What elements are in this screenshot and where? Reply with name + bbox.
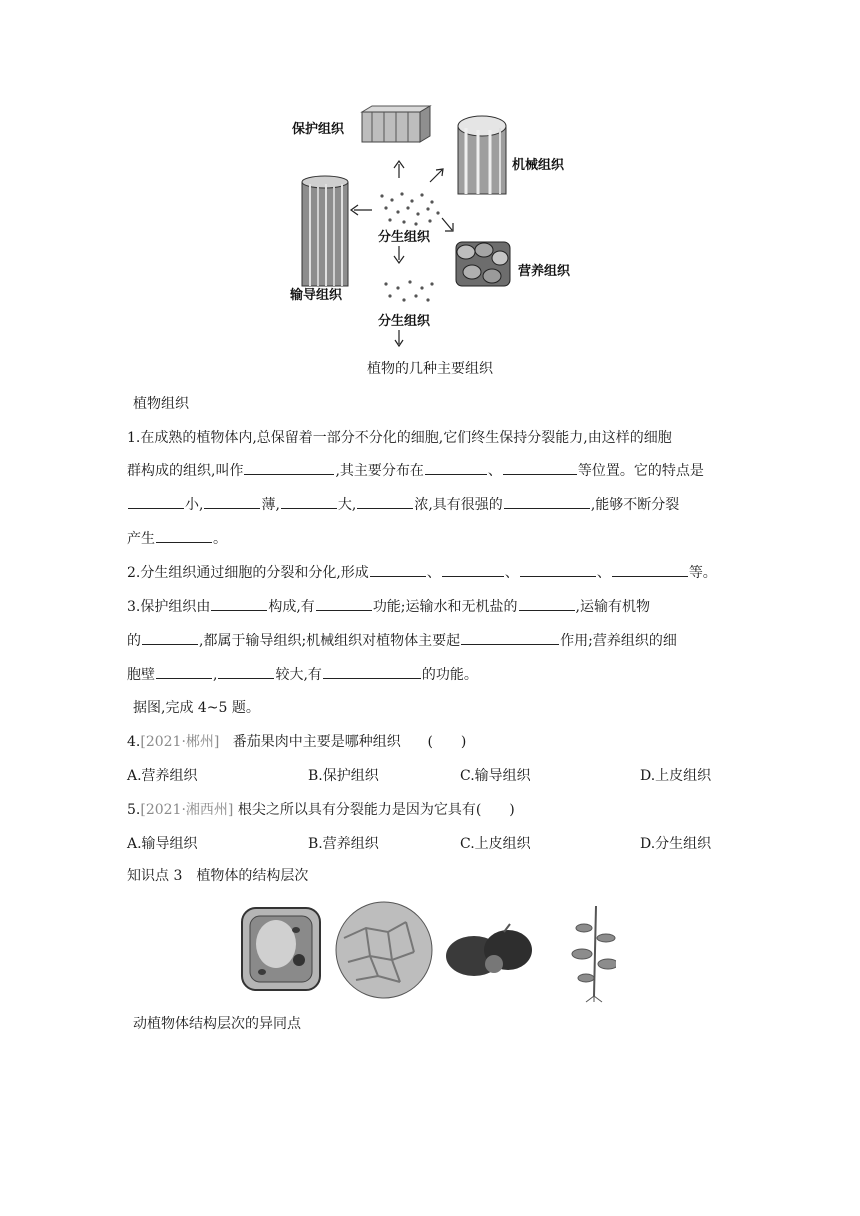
q1-line4 (127, 528, 227, 549)
q2-line (127, 562, 717, 583)
q2-text: 2.分生组织通过细胞的分裂和分化,形成 (127, 565, 369, 581)
answer-blank[interactable] (316, 596, 372, 611)
q3-text: ,运输有机物 (575, 599, 650, 615)
q1-text: 群构成的组织,叫作 (127, 463, 244, 479)
answer-blank[interactable] (357, 494, 413, 509)
answer-blank[interactable] (370, 562, 426, 577)
arrow-down-icon (394, 246, 404, 263)
label-meristem-bottom: 分生组织 (378, 314, 431, 329)
q4-option-d[interactable]: D.上皮组织 (640, 768, 712, 784)
arrow-up-icon (394, 161, 404, 178)
q5-source: [2021·湘西州] (140, 802, 234, 818)
label-protective: 保护组织 (292, 122, 345, 137)
answer-blank[interactable] (442, 562, 504, 577)
answer-blank[interactable] (211, 596, 267, 611)
label-conductive: 输导组织 (290, 288, 343, 303)
q1-text: 产生 (127, 531, 155, 547)
q1-line2 (127, 460, 704, 481)
mechanical-tissue-image (458, 116, 506, 194)
q1-text: 大, (337, 497, 357, 513)
q5-option-d[interactable]: D.分生组织 (640, 836, 712, 852)
q3-line1 (127, 596, 650, 617)
q1-text: ,其主要分布在 (335, 463, 424, 479)
answer-blank[interactable] (425, 460, 487, 475)
meristem-bottom-image (384, 280, 433, 301)
q1-text: 浓,具有很强的 (414, 497, 503, 513)
q5-paren[interactable]: ( ) (475, 802, 515, 818)
answer-blank[interactable] (128, 494, 184, 509)
q1-text: 。 (213, 531, 227, 547)
q3-line2 (127, 630, 677, 651)
q4-text: 番茄果肉中主要是哪种组织 (232, 734, 401, 750)
subsection-title: 动植物体结构层次的异同点 (133, 1016, 301, 1032)
answer-blank[interactable] (204, 494, 260, 509)
q3-text: 作用;营养组织的细 (560, 633, 677, 649)
q4-option-b[interactable]: B.保护组织 (308, 768, 379, 784)
q4-number: 4. (127, 734, 141, 750)
q3-text: 的功能。 (421, 667, 478, 683)
q1-line1: 1.在成熟的植物体内,总保留着一部分不分化的细胞,它们终生保持分裂能力,由这样的细胞 (127, 430, 672, 446)
conductive-tissue-image (302, 176, 348, 286)
q3-text: 构成,有 (268, 599, 315, 615)
q4-option-c[interactable]: C.输导组织 (460, 768, 531, 784)
q2-sep: 、 (504, 565, 519, 581)
q1-text: 薄, (261, 497, 280, 513)
answer-blank[interactable] (520, 562, 596, 577)
knowledge-point-title: 知识点 3 植物体的结构层次 (127, 868, 309, 884)
arrow-down-small-icon (395, 330, 403, 346)
q4-stem (127, 732, 466, 752)
label-nutritive: 营养组织 (518, 264, 571, 279)
q3-text: ,都属于输导组织;机械组织对植物体主要起 (199, 633, 461, 649)
answer-blank[interactable] (244, 460, 334, 475)
arrow-downright-icon (442, 218, 453, 231)
q1-text: 等位置。它的特点是 (577, 463, 704, 479)
q5-number: 5. (127, 802, 141, 818)
q2-sep: 、 (596, 565, 611, 581)
q2-sep: 、 (426, 565, 441, 581)
q1-text: 、 (487, 463, 502, 479)
q1-text: 小, (185, 497, 204, 513)
answer-blank[interactable] (281, 494, 337, 509)
plant-cell-image (242, 908, 320, 990)
answer-blank[interactable] (156, 664, 212, 679)
q5-option-b[interactable]: B.营养组织 (308, 836, 379, 852)
answer-blank[interactable] (612, 562, 688, 577)
fruit-organ-image (446, 924, 532, 976)
q3-text: 较大,有 (275, 667, 322, 683)
plant-tissues-figure (280, 98, 590, 356)
arrow-left-icon (351, 205, 372, 215)
q5-stem (127, 800, 515, 820)
instruction: 据图,完成 4~5 题。 (133, 700, 260, 716)
q4-option-a[interactable]: A.营养组织 (127, 768, 198, 784)
label-meristem-center: 分生组织 (378, 230, 431, 245)
q3-text: , (213, 667, 218, 683)
q3-line3 (127, 664, 478, 685)
answer-blank[interactable] (156, 528, 212, 543)
answer-blank[interactable] (142, 630, 198, 645)
q3-text: 3.保护组织由 (127, 599, 211, 615)
answer-blank[interactable] (503, 460, 577, 475)
q3-text: 功能;运输水和无机盐的 (372, 599, 518, 615)
plant-tissue-image (336, 902, 432, 998)
answer-blank[interactable] (519, 596, 575, 611)
structure-levels-illustration (236, 898, 616, 1004)
structure-levels-images (236, 898, 616, 1004)
answer-blank[interactable] (461, 630, 559, 645)
plant-body-image (572, 906, 616, 1002)
nutritive-tissue-image (456, 242, 510, 286)
answer-blank[interactable] (323, 664, 421, 679)
q1-line3 (127, 494, 679, 515)
meristem-center-image (380, 192, 439, 225)
q1-text: ,能够不断分裂 (590, 497, 680, 513)
q4-paren[interactable]: ( ) (427, 734, 467, 750)
q5-text: 根尖之所以具有分裂能力是因为它具有 (237, 802, 476, 818)
answer-blank[interactable] (504, 494, 590, 509)
q3-text: 的 (127, 633, 141, 649)
answer-blank[interactable] (218, 664, 274, 679)
section-title: 植物组织 (133, 396, 189, 412)
q5-option-c[interactable]: C.上皮组织 (460, 836, 531, 852)
protective-tissue-image (362, 106, 430, 142)
q3-text: 胞壁 (127, 667, 155, 683)
q2-text: 等。 (688, 565, 717, 581)
label-mechanical: 机械组织 (512, 158, 565, 173)
q5-option-a[interactable]: A.输导组织 (127, 836, 198, 852)
arrow-upright-icon (430, 169, 443, 182)
figure-caption: 植物的几种主要组织 (367, 361, 493, 377)
q4-source: [2021·郴州] (140, 734, 220, 750)
